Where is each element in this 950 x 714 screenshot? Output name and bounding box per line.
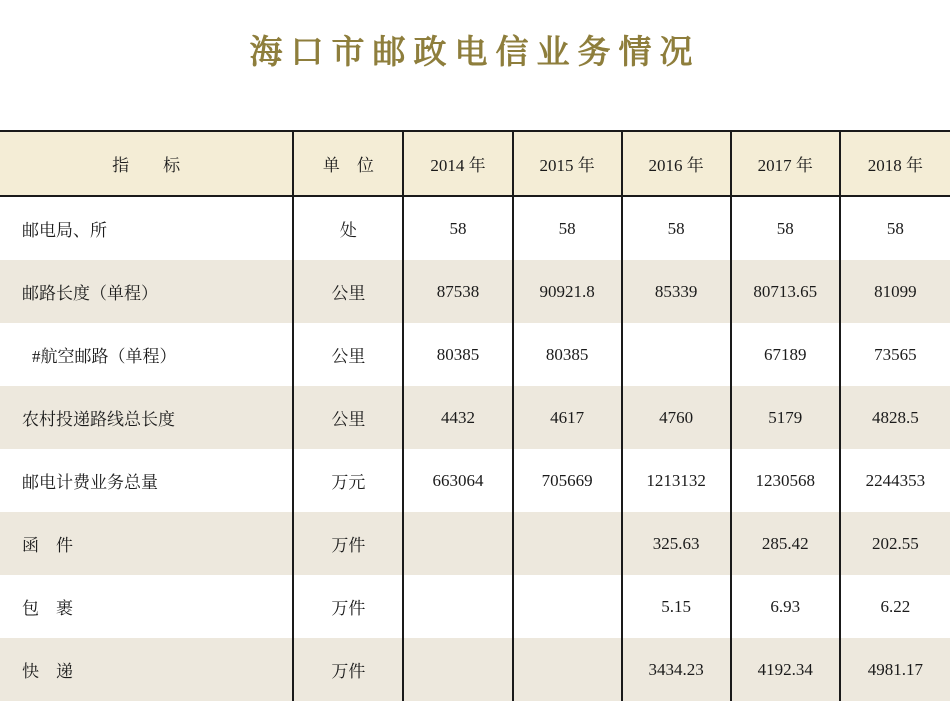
value-cell: 58 bbox=[403, 196, 512, 260]
column-header-unit: 单 位 bbox=[293, 131, 403, 196]
value-cell: 663064 bbox=[403, 449, 512, 512]
table-body bbox=[0, 196, 950, 701]
unit-cell: 万件 bbox=[293, 638, 403, 701]
value-cell bbox=[513, 638, 622, 701]
table-row bbox=[0, 575, 950, 638]
value-cell: 81099 bbox=[840, 260, 950, 323]
value-cell: 87538 bbox=[403, 260, 512, 323]
value-cell: 1230568 bbox=[731, 449, 840, 512]
unit-cell: 万元 bbox=[293, 449, 403, 512]
value-cell: 6.93 bbox=[731, 575, 840, 638]
value-cell bbox=[403, 638, 512, 701]
unit-cell: 万件 bbox=[293, 512, 403, 575]
indicator-cell: 函 件 bbox=[0, 512, 293, 575]
column-header-year-2017: 2017 年 bbox=[731, 131, 840, 196]
indicator-cell: 邮电局、所 bbox=[22, 221, 107, 240]
table-row bbox=[0, 638, 950, 701]
indicator-cell: 邮电计费业务总量 bbox=[22, 473, 158, 492]
value-cell: 58 bbox=[731, 196, 840, 260]
value-cell: 2244353 bbox=[840, 449, 950, 512]
indicator-cell: 邮路长度（单程） bbox=[0, 260, 293, 323]
indicator-cell: #航空邮路（单程） bbox=[32, 347, 177, 366]
value-cell: 67189 bbox=[731, 323, 840, 386]
stats-table bbox=[0, 130, 950, 701]
column-header-year-2015: 2015 年 bbox=[513, 131, 622, 196]
value-cell: 1213132 bbox=[622, 449, 731, 512]
value-cell: 58 bbox=[840, 196, 950, 260]
value-cell: 4828.5 bbox=[840, 386, 950, 449]
value-cell: 4981.17 bbox=[840, 638, 950, 701]
value-cell: 4760 bbox=[622, 386, 731, 449]
value-cell: 80385 bbox=[513, 323, 622, 386]
value-cell: 4192.34 bbox=[731, 638, 840, 701]
page-title: 海口市邮政电信业务情况 bbox=[249, 35, 701, 71]
value-cell: 80385 bbox=[403, 323, 512, 386]
unit-cell: 公里 bbox=[293, 260, 403, 323]
value-cell: 85339 bbox=[622, 260, 731, 323]
indicator-cell: 快 递 bbox=[0, 638, 293, 701]
unit-cell: 万件 bbox=[293, 575, 403, 638]
value-cell: 80713.65 bbox=[731, 260, 840, 323]
value-cell: 3434.23 bbox=[622, 638, 731, 701]
value-cell: 58 bbox=[622, 196, 731, 260]
value-cell: 90921.8 bbox=[513, 260, 622, 323]
value-cell bbox=[403, 512, 512, 575]
table-row bbox=[0, 323, 950, 386]
value-cell: 285.42 bbox=[731, 512, 840, 575]
table-row bbox=[0, 260, 950, 323]
unit-cell: 公里 bbox=[293, 323, 403, 386]
value-cell: 6.22 bbox=[840, 575, 950, 638]
value-cell: 705669 bbox=[513, 449, 622, 512]
table-row bbox=[0, 512, 950, 575]
table-row bbox=[0, 386, 950, 449]
value-cell: 5.15 bbox=[622, 575, 731, 638]
indicator-cell: 农村投递路线总长度 bbox=[0, 386, 293, 449]
value-cell bbox=[513, 575, 622, 638]
column-header-year-2014: 2014 年 bbox=[403, 131, 512, 196]
indicator-cell: 包 裹 bbox=[22, 599, 73, 618]
value-cell: 73565 bbox=[840, 323, 950, 386]
value-cell bbox=[513, 512, 622, 575]
value-cell: 5179 bbox=[731, 386, 840, 449]
column-header-year-2018: 2018 年 bbox=[840, 131, 950, 196]
value-cell: 4432 bbox=[403, 386, 512, 449]
value-cell bbox=[622, 323, 731, 386]
table-row bbox=[0, 196, 950, 260]
value-cell: 58 bbox=[513, 196, 622, 260]
value-cell bbox=[403, 575, 512, 638]
value-cell: 202.55 bbox=[840, 512, 950, 575]
header-row bbox=[0, 131, 950, 196]
value-cell: 325.63 bbox=[622, 512, 731, 575]
unit-cell: 公里 bbox=[293, 386, 403, 449]
table-row bbox=[0, 449, 950, 512]
column-header-year-2016: 2016 年 bbox=[622, 131, 731, 196]
unit-cell: 处 bbox=[293, 196, 403, 260]
column-header-indicator: 指 标 bbox=[0, 131, 293, 196]
value-cell: 4617 bbox=[513, 386, 622, 449]
